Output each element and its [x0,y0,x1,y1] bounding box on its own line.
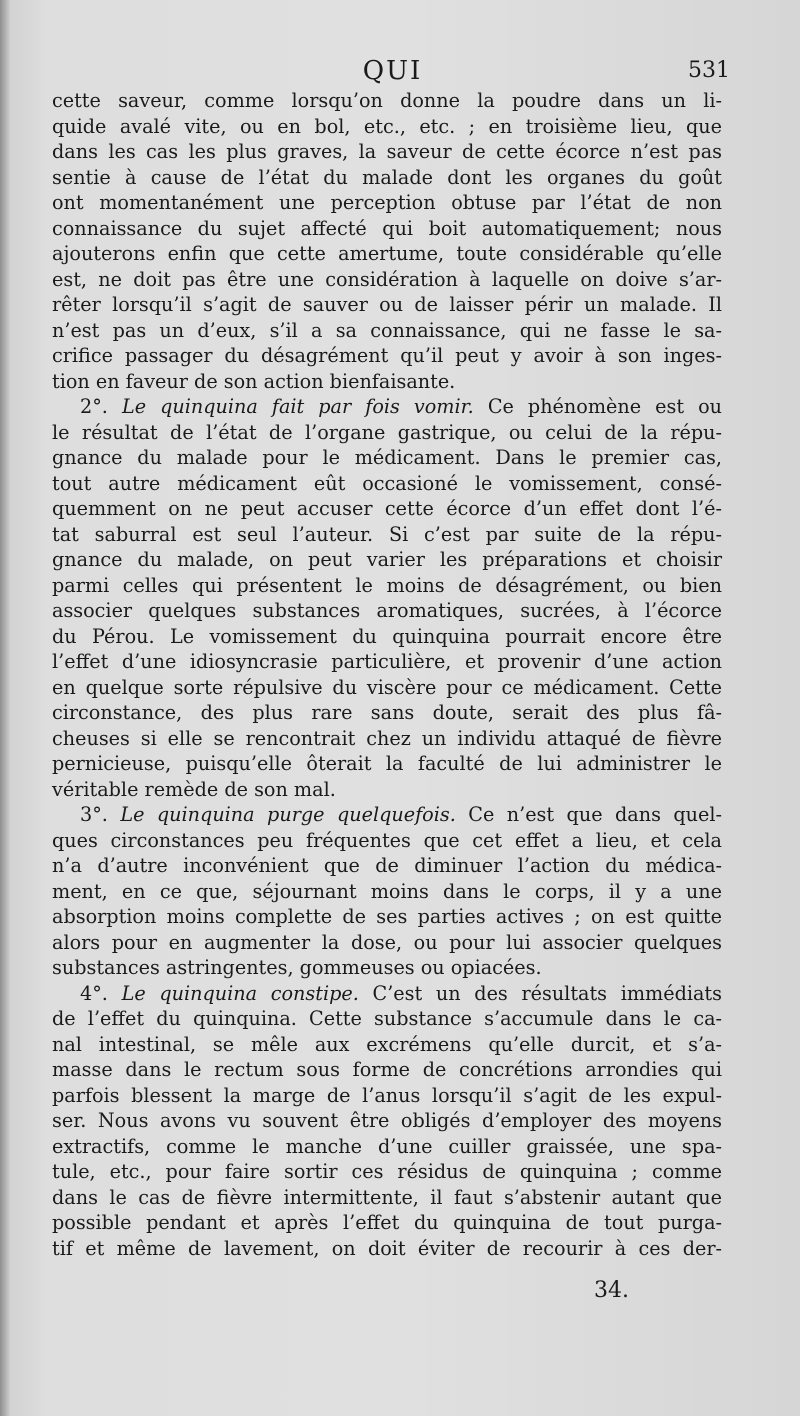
text-line [52,318,722,344]
text-line [52,879,722,905]
line-text: le résultat de l’état de l’organe gastrique, ou celui de la répu- [52,420,722,444]
line-text: cheuses si elle se rencontrait chez un individu attaqué de fièvre [52,726,722,750]
text-line [52,190,722,216]
text-line [52,624,722,650]
running-title: QUI [362,56,423,86]
line-text: de l’effet du quinquina. Cette substance s’accumule dans le ca- [52,1007,722,1030]
text-line [52,573,722,599]
line-text: associer quelques substances aromatiques, sucrées, à l’écorce [52,599,722,622]
line-text: extractifs, comme le manche d’une cuiller graissée, une spa- [52,1134,722,1158]
text-line [52,904,722,930]
text-line [52,522,722,548]
line-text: ser. Nous avons vu souvent être obligés d’employer des moyens [52,1109,722,1132]
line-text: ajouterons enfin que cette amertume, toute considérable qu’elle [52,242,722,265]
text-line [52,1159,722,1185]
paragraph [52,802,722,981]
text-line [52,1083,722,1109]
text-line [52,828,722,854]
text-line [52,751,722,777]
running-head [55,56,730,86]
line-text: C’est un des résultats immédiats [358,981,722,1005]
line-text: ques circonstances peu fréquentes que cet effet a lieu, et cela [52,828,722,852]
item-number: 4°. [80,981,108,1005]
line-text: quide avalé vite, ou en bol, etc., etc. ; en troisième lieu, que [52,114,722,138]
text-line [52,471,722,497]
line-text: quemment on ne peut accuser cette écorce d’un effet dont l’é- [52,497,722,520]
page-number: 531 [688,58,730,83]
text-line [52,802,722,828]
text-line [52,343,722,369]
line-text: substances astringentes, gommeuses ou opiacées. [52,956,542,979]
line-text: circonstance, des plus rare sans doute, serait des plus fâ- [52,701,722,724]
text-line [52,394,722,420]
line-text: n’est pas un d’eux, s’il a sa connaissance, qui ne fasse le sa- [52,318,722,342]
item-heading: Le quinquina purge quelquefois. [120,803,456,826]
text-line [52,598,722,624]
text-line [52,1134,722,1160]
line-text: tion en faveur de son action bienfaisante. [52,369,456,393]
text-line [52,88,722,114]
text-line [52,930,722,956]
text-line [52,981,722,1007]
text-line [52,241,722,267]
text-line [52,114,722,140]
line-text: en quelque sorte répulsive du viscère pour ce médicament. Cette [52,675,722,699]
line-text: alors pour en augmenter la dose, ou pour lui associer quelques [52,930,722,954]
signature-mark: 34. [594,1278,629,1303]
line-text: masse dans le rectum sous forme de concrétions arrondies qui [52,1058,722,1081]
text-line [52,445,722,471]
text-line [52,649,722,675]
body-text [52,88,722,1261]
text-line [52,1236,722,1262]
line-text: connaissance du sujet affecté qui boit automatiquement; nous [52,216,722,240]
item-heading: Le quinquina constipe. [121,981,359,1005]
line-text: crifice passager du désagrément qu’il peut y avoir à son inges- [52,344,722,367]
line-text: Ce phénomène est ou [473,395,722,418]
line-text: tat saburral est seul l’auteur. Si c’est par suite de la répu- [52,522,722,546]
item-number: 3°. [80,803,108,826]
line-text: nal intestinal, se mêle aux excrémens qu’elle durcit, et s’a- [52,1032,722,1056]
text-line [52,547,722,573]
text-line [52,1210,722,1236]
text-line [52,853,722,879]
text-line [52,139,722,165]
text-line [52,700,722,726]
line-text: gnance du malade, on peut varier les préparations et choisir [52,548,722,571]
text-line [52,1006,722,1032]
line-text: pernicieuse, puisqu’elle ôterait la faculté de lui administrer le [52,752,722,775]
line-text: parmi celles qui présentent le moins de désagrément, ou bien [52,573,722,597]
text-line [52,1032,722,1058]
text-line [52,675,722,701]
line-text: cette saveur, comme lorsqu’on donne la poudre dans un li- [52,89,722,112]
line-text: Ce n’est que dans quel- [455,803,722,826]
text-line [52,496,722,522]
paragraph [52,981,722,1262]
line-text: ont momentanément une perception obtuse par l’état de non [52,191,722,214]
text-line [52,955,722,981]
text-line [52,369,722,395]
text-line [52,165,722,191]
line-text: dans les cas les plus graves, la saveur de cette écorce n’est pas [52,140,722,163]
text-line [52,292,722,318]
line-text: absorption moins complette de ses parties actives ; on est quitte [52,905,722,928]
line-text: est, ne doit pas être une considération à laquelle on doive s’ar- [52,267,722,291]
line-text: dans le cas de fièvre intermittente, il faut s’abstenir autant que [52,1185,722,1209]
line-text: tule, etc., pour faire sortir ces résidus de quinquina ; comme [52,1160,722,1183]
paragraph [52,394,722,802]
page-gutter-shadow [0,0,10,1416]
line-text: possible pendant et après l’effet du quinquina de tout purga- [52,1211,722,1234]
text-line [52,1185,722,1211]
line-text: sentie à cause de l’état du malade dont les organes du goût [52,165,722,189]
line-text: du Pérou. Le vomissement du quinquina pourrait encore être [52,624,722,648]
item-number: 2°. [80,395,108,418]
line-text: ment, en ce que, séjournant moins dans le corps, il y a une [52,879,722,903]
text-line [52,267,722,293]
line-text: tout autre médicament eût occasioné le vomissement, consé- [52,471,722,495]
line-text: rêter lorsqu’il s’agit de sauver ou de laisser périr un malade. Il [52,293,722,316]
text-line [52,726,722,752]
text-line [52,1057,722,1083]
line-text: parfois blessent la marge de l’anus lorsqu’il s’agit de les expul- [52,1083,722,1107]
text-line [52,216,722,242]
line-text: n’a d’autre inconvénient que de diminuer l’action du médica- [52,854,722,877]
text-line [52,777,722,803]
line-text: tif et même de lavement, on doit éviter de recourir à ces der- [52,1236,722,1260]
text-line [52,420,722,446]
line-text: véritable remède de son mal. [52,777,336,801]
paragraph [52,88,722,394]
item-heading: Le quinquina fait par fois vomir. [121,395,474,418]
line-text: l’effet d’une idiosyncrasie particulière, et provenir d’une action [52,650,722,673]
text-line [52,1108,722,1134]
line-text: gnance du malade pour le médicament. Dans le premier cas, [52,446,722,469]
